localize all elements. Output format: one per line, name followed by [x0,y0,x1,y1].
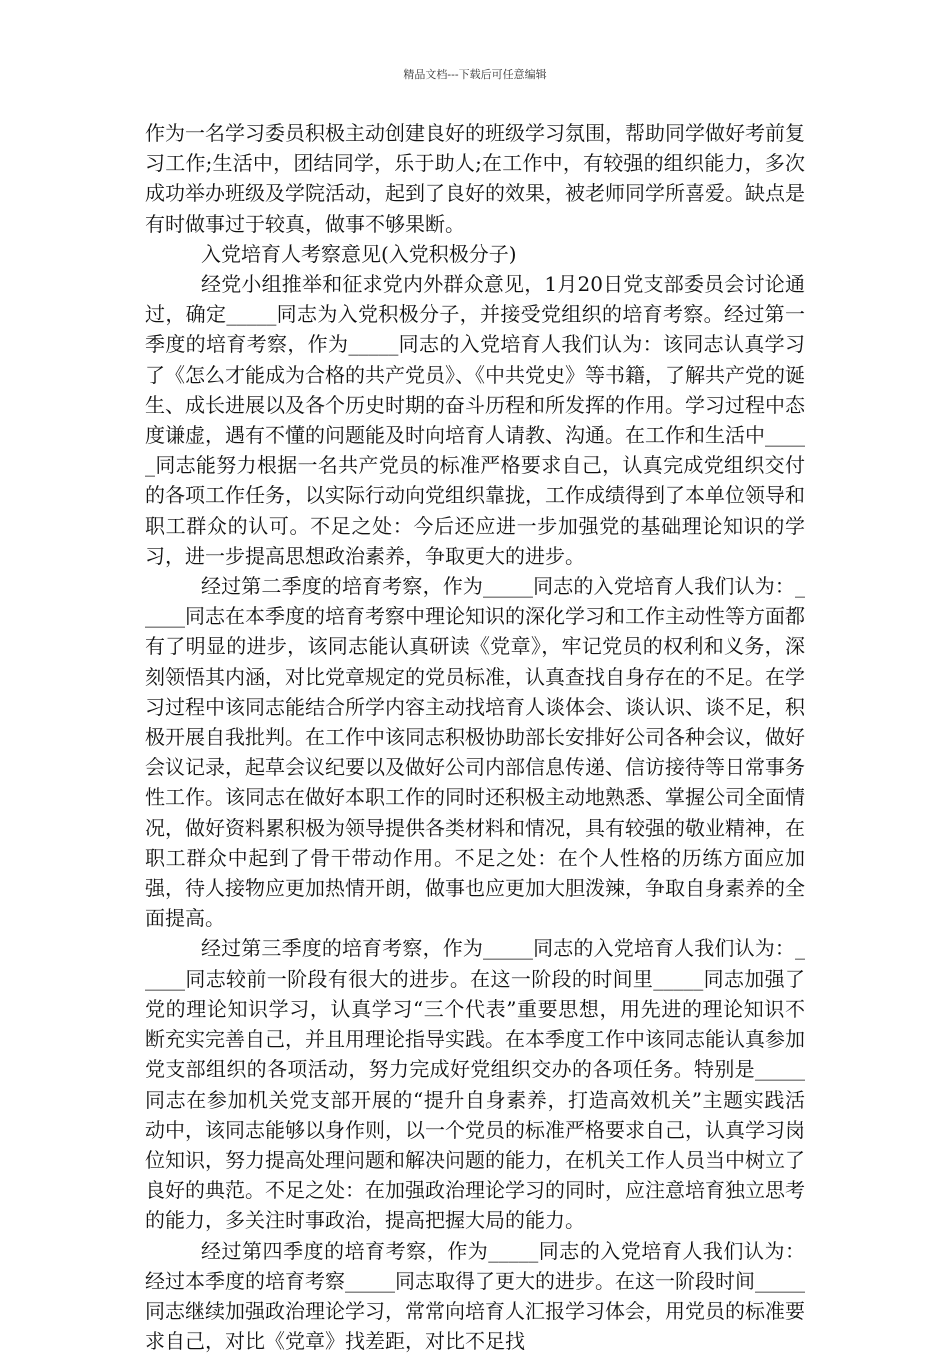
paragraph-quarter-3: 经过第三季度的培育考察，作为_____同志的入党培育人我们认为：_____同志较前一阶段有很大的进步。在这一阶段的时间里_____同志加强了党的理论知识学习，认真学习“三个代表”重要思想，用先进的理论知识不断充实完善自己，并且用理论指导实践。在本季度工作中该同志能认真参加党支部组织的各项活动，努力完成好党组织交办的各项任务。特别是_____同志在参加机关党支部开展的“提升自身素养，打造高效机关”主题实践活动中，该同志能够以身作则，以一个党员的标准严格要求自己，认真学习岗位知识，努力提高处理问题和解决问题的能力，在机关工作人员当中树立了良好的典范。不足之处：在加强政治理论学习的同时，应注意培育独立思考的能力，多关注时事政治，提高把握大局的能力。 [145,936,805,1233]
paragraph-quarter-1: 经党小组推举和征求党内外群众意见，1月20日党支部委员会讨论通过，确定_____同志为入党积极分子，并接受党组织的培育考察。经过第一季度的培育考察，作为_____同志的入党培育人我们认为：该同志认真学习了《怎么才能成为合格的共产党员》、《中共党史》等书籍，了解共产党的诞生、成长进展以及各个历史时期的奋斗历程和所发挥的作用。学习过程中态度谦虚，遇有不懂的问题能及时向培育人请教、沟通。在工作和生活中_____同志能努力根据一名共产党员的标准严格要求自己，认真完成党组织交付的各项工作任务，以实际行动向党组织靠拢，工作成绩得到了本单位领导和职工群众的认可。不足之处：今后还应进一步加强党的基础理论知识的学习，进一步提高思想政治素养，争取更大的进步。 [145,272,805,568]
paragraph-quarter-4: 经过第四季度的培育考察，作为_____同志的入党培育人我们认为：经过本季度的培育考察_____同志取得了更大的进步。在这一阶段时间_____同志继续加强政治理论学习，常常向培育人汇报学习体会，用党员的标准要求自己，对比《党章》找差距，对比不足找 [145,1238,805,1354]
section-heading: 入党培育人考察意见(入党积极分子) [201,241,517,266]
document-body [145,118,805,1356]
paragraph-self-evaluation: 作为一名学习委员积极主动创建良好的班级学习氛围，帮助同学做好考前复习工作;生活中，团结同学，乐于助人;在工作中，有较强的组织能力，多次成功举办班级及学院活动，起到了良好的效果，被老师同学所喜爱。缺点是有时做事过于较真，做事不够果断。 [145,121,805,236]
paragraph-quarter-2: 经过第二季度的培育考察，作为_____同志的入党培育人我们认为：_____同志在本季度的培育考察中理论知识的深化学习和工作主动性等方面都有了明显的进步，该同志能认真研读《党章》，牢记党员的权利和义务，深刻领悟其内涵，对比党章规定的党员标准，认真查找自身存在的不足。在学习过程中该同志能结合所学内容主动找培育人谈体会、谈认识、谈不足，积极开展自我批判。在工作中该同志积极协助部长安排好公司各种会议，做好会议记录，起草会议纪要以及做好公司内部信息传递、信访接待等日常事务性工作。该同志在做好本职工作的同时还积极主动地熟悉、掌握公司全面情况，做好资料累积极为领导提供各类材料和情况，具有较强的敬业精神，在职工群众中起到了骨干带动作用。不足之处：在个人性格的历练方面应加强，待人接物应更加热情开朗，做事也应更加大胆泼辣，争取自身素养的全面提高。 [145,574,805,931]
page-header: 精品文档---下载后可任意编辑 [403,68,547,81]
